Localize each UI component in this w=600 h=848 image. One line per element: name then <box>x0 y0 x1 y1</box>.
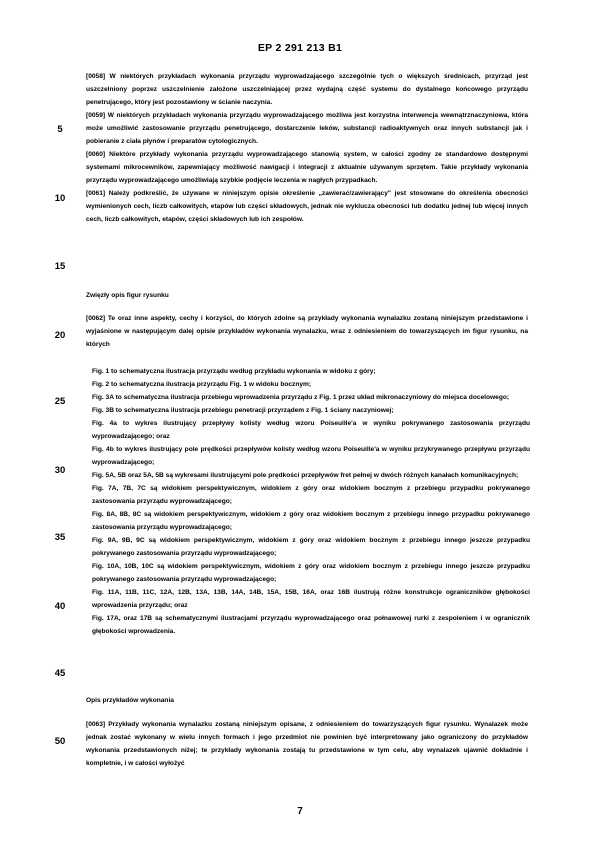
paragraph-0063: [0063] Przykłady wykonania wynalazku zostaną niniejszym opisane, z odniesieniem do towarzyszących figur rysunku. Wynalazek może jednak zostać wykonany w wielu innych formach i jego przedmiot nie powinien być interpretowany jako ograniczony do przykładów wykonania przedstawionych niżej; te przykłady wykonania zostają tu przedstawione w tym celu, aby wynalazek ujawnić dokładnie i kompletnie, i w całości wyłożyć <box>86 721 528 767</box>
section-heading-embodiments: Opis przykładów wykonania <box>86 697 174 704</box>
line-number-45: 45 <box>54 668 66 679</box>
paragraph-0058: [0058] W niektórych przykładach wykonania przyrządu wyprowadzającego szczególnie tych o większych średnicach, przyrząd jest uszczelniony poprzez uszczelnienie założone uszczelniającej przez wydajną część systemu do dystalnego końcowego przyrządu penetrującego, który jest pozostawiony w ścianie naczynia. <box>86 73 528 106</box>
line-number-50: 50 <box>54 736 66 747</box>
paragraph-0062: [0062] Te oraz inne aspekty, cechy i korzyści, do których zdolne są przykłady wykonania wynalazku zostaną niniejszym przedstawione i wyjaśnione w następującym dalej opisie przykładów wykonania wynalazku, wraz z odniesieniem do towarzyszących im figur rysunku, na których <box>86 315 528 348</box>
figure-item: Fig. 5A, 5B oraz 5A, 5B są wykresami ilustrującymi pole prędkości przepływów fret pełnej w dwóch różnych kanałach komunikacyjnych; <box>92 472 519 479</box>
line-number-25: 25 <box>54 396 66 407</box>
figure-item: Fig. 3B to schematyczna ilustracja przebiegu penetracji przyrządem z Fig. 1 ściany naczyniowej; <box>92 407 394 414</box>
top-paragraphs <box>86 70 528 226</box>
patent-number-header: EP 2 291 213 B1 <box>257 42 343 54</box>
figure-item: Fig. 4a to wykres ilustrujący przepływy kolisty według wzoru Poiseuille'a w wyniku pokrywanego zastosowania przyrządu wyprowadzającego; oraz <box>92 420 530 440</box>
figure-item: Fig. 1 to schematyczna ilustracja przyrządu według przykładu wykonania w widoku z góry; <box>92 368 376 375</box>
paragraph-0060: [0060] Niektóre przykłady wykonania przyrządu wyprowadzającego stanowią system, w całości zgodny ze standardowo dostępnymi systemami mikrocewników, zapewniający możliwość nawigacji i integracji z aktualnie używanym sprzętem. Takie przykłady wykonania przyrządu wyprowadzającego umożliwiają szybkie podjęcie leczenia w nagłych przypadkach. <box>86 151 528 184</box>
figure-item: Fig. 2 to schematyczna ilustracja przyrządu Fig. 1 w widoku bocznym; <box>92 381 312 388</box>
line-number-10: 10 <box>54 193 66 204</box>
figure-item: Fig. 17A, oraz 17B są schematycznymi ilustracjami przyrządu wyprowadzającego oraz połnawowej rurki z zespoleniem i w ogranicznik głębokości wprowadzenia. <box>92 615 530 635</box>
figure-list <box>92 365 530 638</box>
line-number-5: 5 <box>57 124 63 135</box>
line-number-20: 20 <box>54 330 66 341</box>
figure-item: Fig. 3A to schematyczna ilustracja przebiegu wprowadzenia przyrządu z Fig. 1 przez układ mikronaczyniowy do miejsca docelowego; <box>92 394 510 401</box>
page-number: 7 <box>297 806 303 817</box>
line-number-40: 40 <box>54 601 66 612</box>
paragraph-0061: [0061] Należy podkreślić, że używane w niniejszym opisie określenie „zawierać/zawierający" jest stosowane do określenia obecności wymienionych cech, liczb całkowitych, etapów lub części składowych, jednak nie wyklucza obecności lub dodatku jednej lub więcej innych cech, liczb całkowitych, etapów, części składowych lub ich zespołów. <box>86 190 528 223</box>
line-number-15: 15 <box>54 261 66 272</box>
section-heading-figures: Zwięzły opis figur rysunku <box>86 292 169 299</box>
figure-item: Fig. 10A, 10B, 10C są widokiem perspektywicznym, widokiem z góry oraz widokiem bocznym z przebiegu innego jeszcze przypadku pokrywanego zastosowania przyrządu wyprowadzającego; <box>92 563 530 583</box>
line-number-30: 30 <box>54 465 66 476</box>
figure-item: Fig. 8A, 8B, 8C są widokiem perspektywicznym, widokiem z góry oraz widokiem bocznym z przebiegu innego przypadku pokrywanego zastosowania przyrządu wyprowadzającego; <box>92 511 530 531</box>
figure-item: Fig. 11A, 11B, 11C, 12A, 12B, 13A, 13B, 14A, 14B, 15A, 15B, 16A, oraz 16B ilustrują różne konstrukcje ograniczników głębokości wprowadzenia przyrządu; oraz <box>92 589 530 609</box>
figure-item: Fig. 4b to wykres ilustrujący pole prędkości przepływów kolisty według wzoru Poiseuille'a w wyniku przykrywanego przepływu przyrządu wyprowadzającego; <box>92 446 530 466</box>
figure-item: Fig. 9A, 9B, 9C są widokiem perspektywicznym, widokiem z góry oraz widokiem bocznym z przebiegu innego jeszcze przypadku pokrywanego zastosowania przyrządu wyprowadzającego; <box>92 537 530 557</box>
figure-item: Fig. 7A, 7B, 7C są widokiem perspektywicznym, widokiem z góry oraz widokiem bocznym z przebiegu przypadku pokrywanego zastosowania przyrządu wyprowadzającego; <box>92 485 530 505</box>
line-number-35: 35 <box>54 532 66 543</box>
paragraph-0059: [0059] W niektórych przykładach wykonania przyrządu wyprowadzającego możliwa jest korzystna interwencja wewnątrznaczyniowa, która może umożliwić zastosowanie przyrządu penetrującego, dostarczenie leków, substancji radioaktywnych oraz innych substancji jak i pobieranie z ciała płynów i preparatów cytologicznych. <box>86 112 528 145</box>
